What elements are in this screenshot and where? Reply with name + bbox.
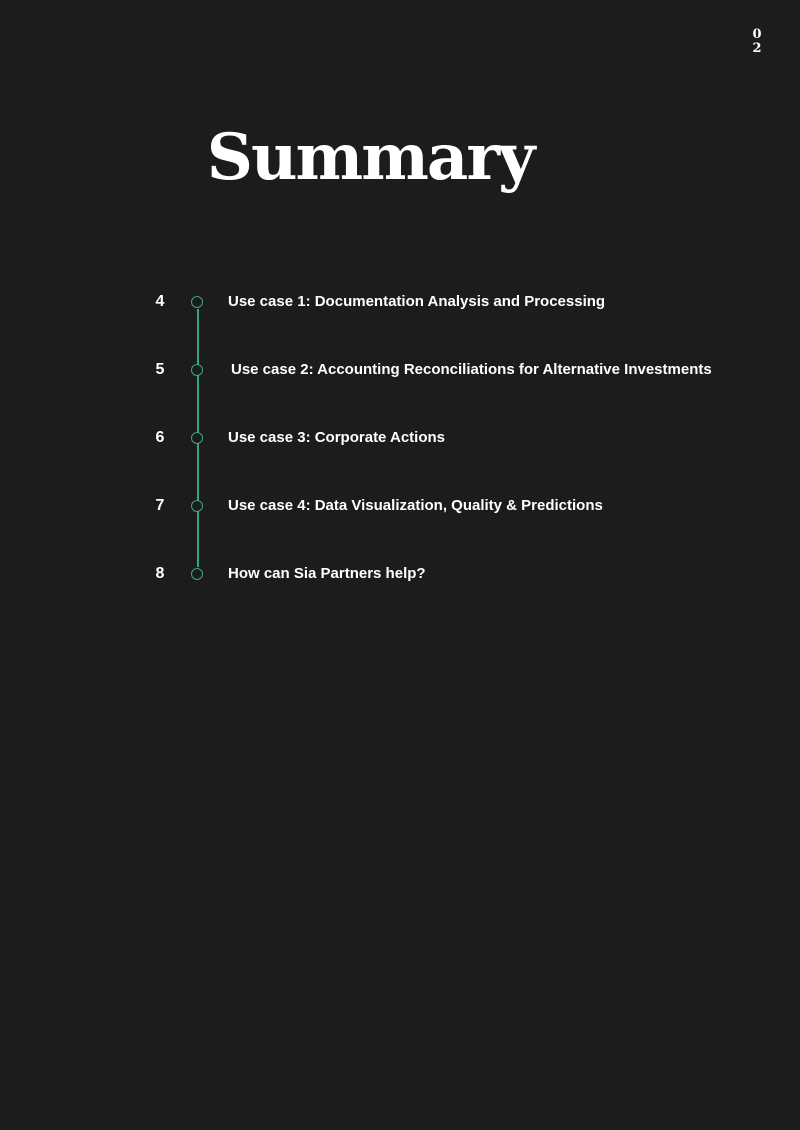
toc-page-number: 4	[155, 293, 165, 310]
timeline-node-icon	[191, 568, 203, 580]
toc-page-number: 5	[155, 361, 165, 378]
page-number-digit-1: 0	[752, 27, 762, 42]
toc-label: Use case 4: Data Visualization, Quality & Predictions	[228, 497, 603, 514]
toc-item-use-case-3[interactable]	[140, 425, 740, 453]
toc-label: How can Sia Partners help?	[228, 565, 426, 582]
timeline-node-icon	[191, 500, 203, 512]
timeline-node-icon	[191, 432, 203, 444]
toc-item-use-case-2[interactable]	[140, 357, 740, 385]
toc-label: Use case 2: Accounting Reconciliations for Alternative Investments	[231, 361, 712, 378]
toc-page-number: 8	[155, 565, 165, 582]
toc-item-help[interactable]	[140, 561, 740, 589]
toc-page-number: 7	[155, 497, 165, 514]
toc-item-use-case-1[interactable]	[140, 289, 740, 317]
toc-item-use-case-4[interactable]	[140, 493, 740, 521]
toc-label: Use case 1: Documentation Analysis and Processing	[228, 293, 606, 310]
timeline-node-icon	[191, 364, 203, 376]
timeline-node-icon	[191, 296, 203, 308]
toc-label: Use case 3: Corporate Actions	[228, 429, 446, 446]
page-number-digit-2: 2	[752, 41, 762, 56]
toc-page-number: 6	[155, 429, 165, 446]
page-title: Summary	[206, 120, 534, 195]
